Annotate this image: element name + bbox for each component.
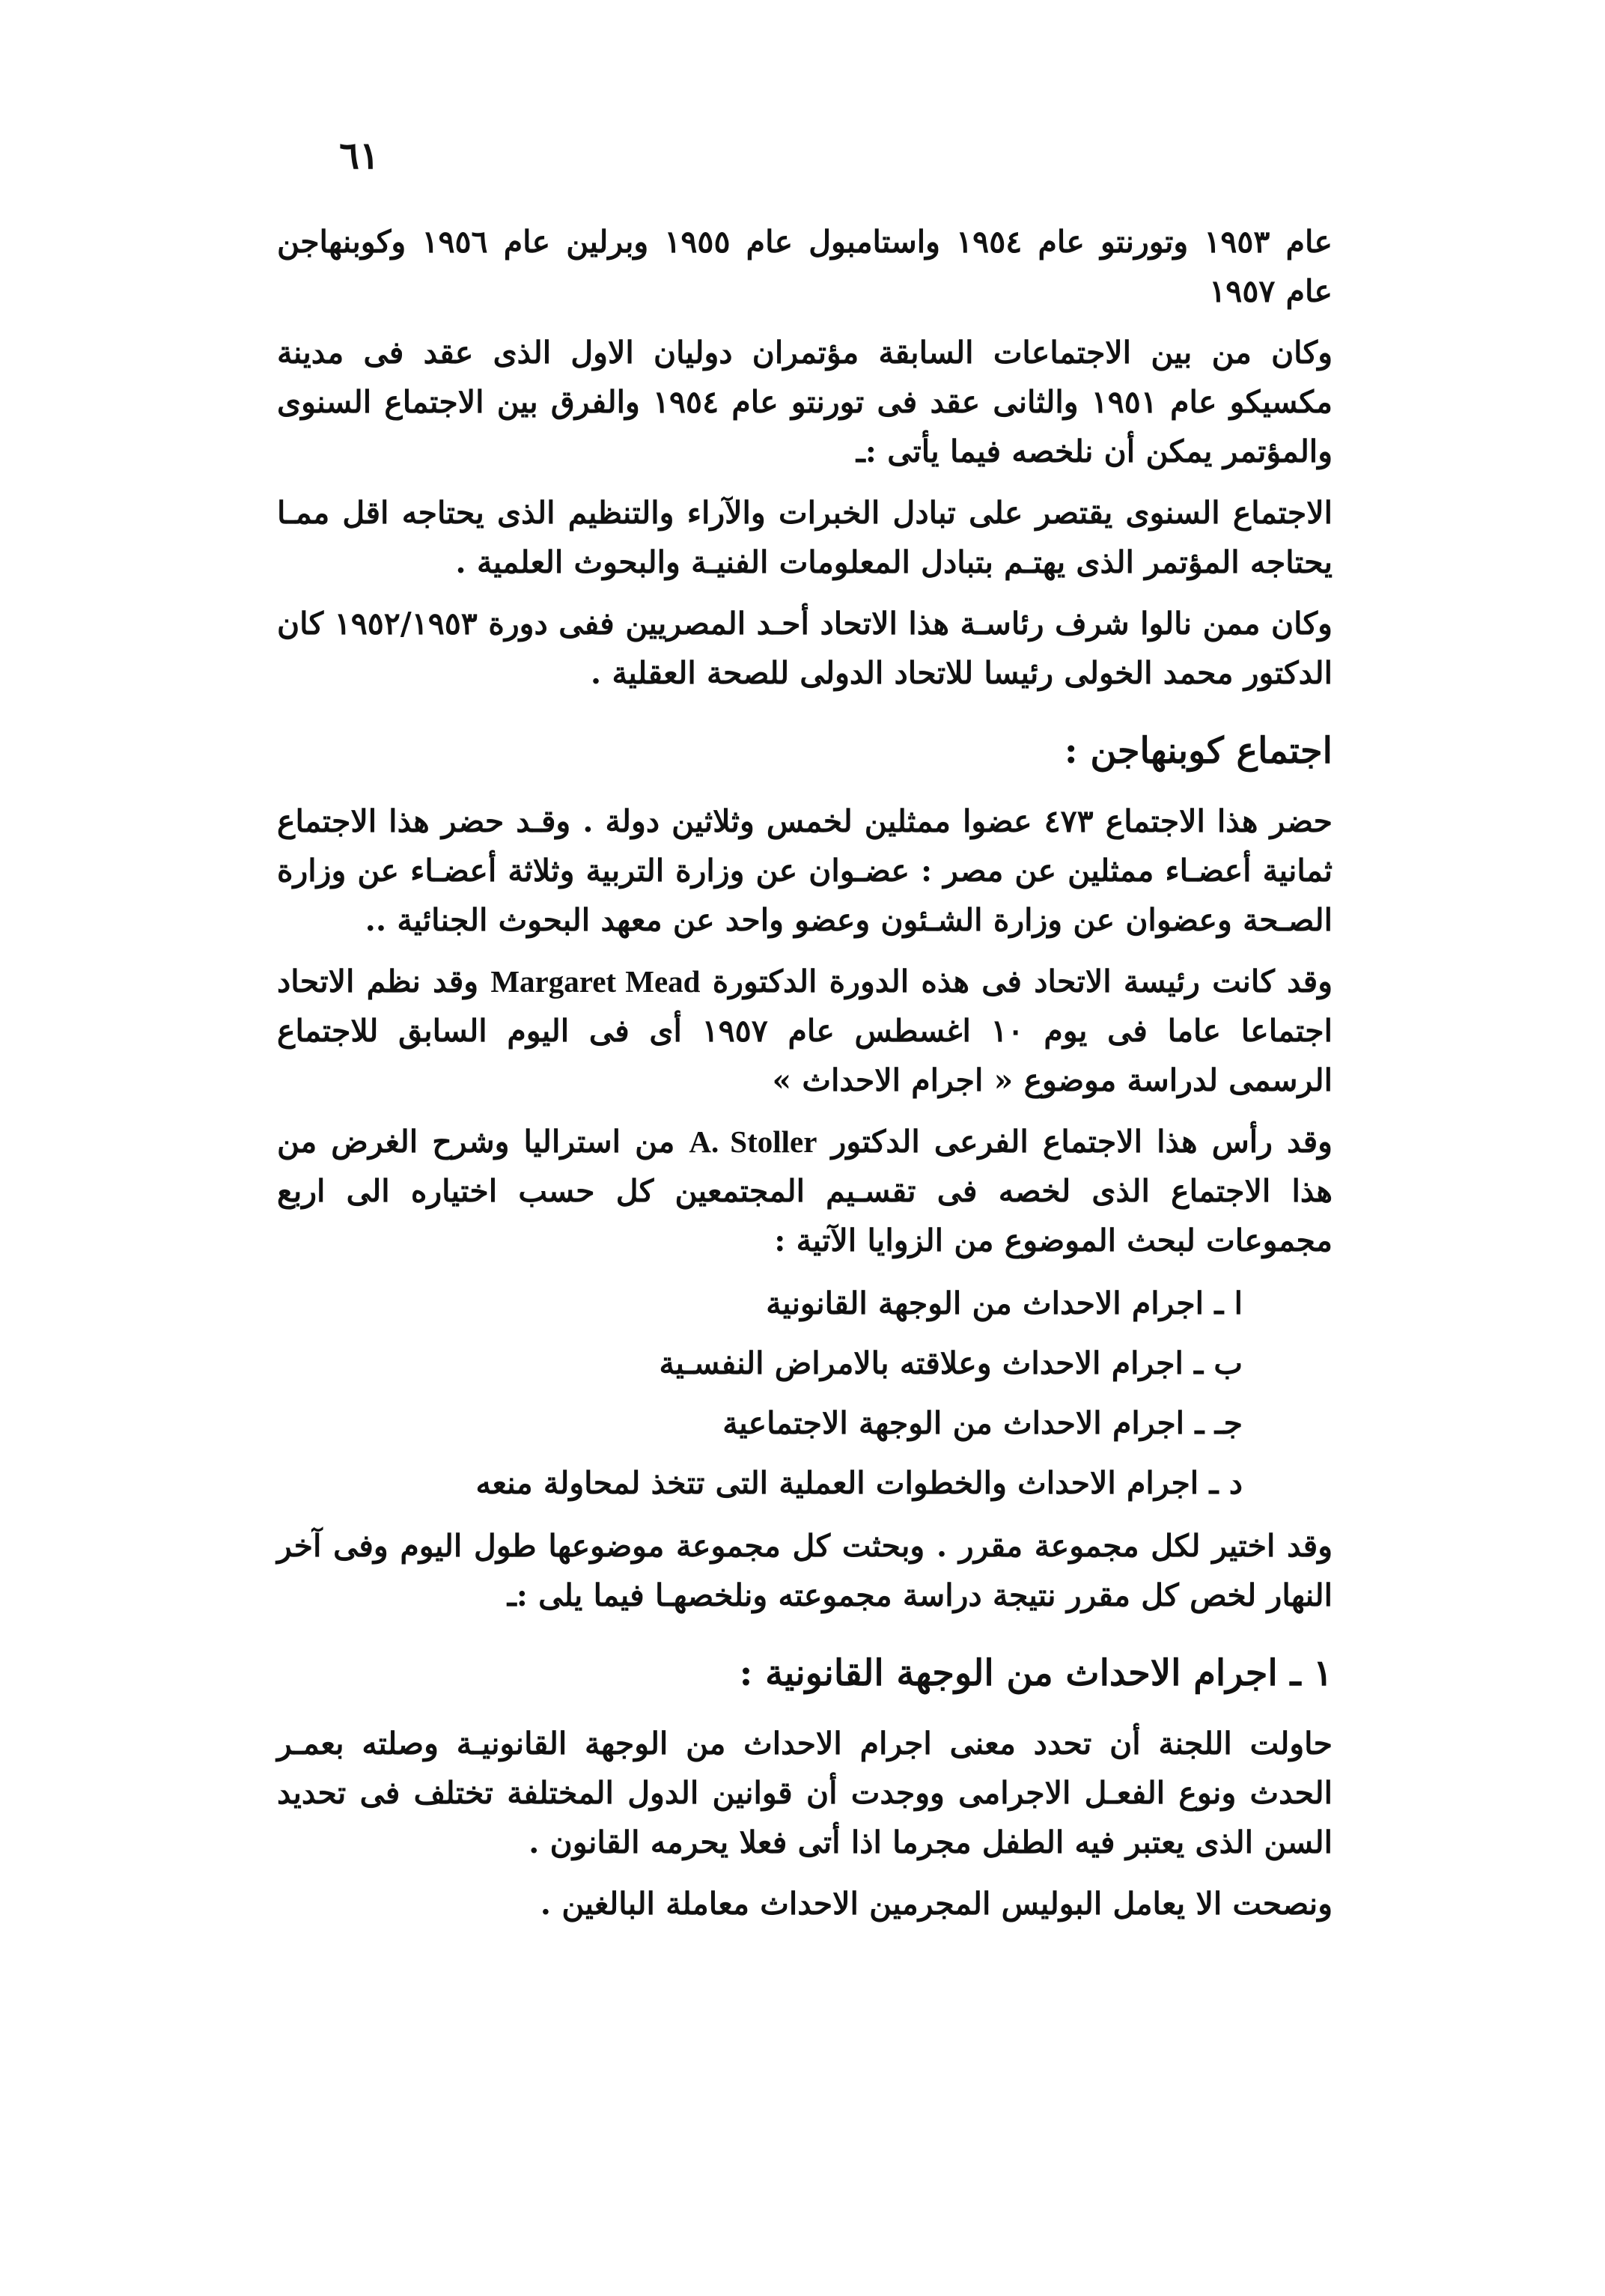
page-number: ٦١: [339, 133, 380, 177]
list-item: د ـ اجرام الاحداث والخطوات العملية التى تتخذ لمحاولة منعه: [475, 1465, 1243, 1501]
heading-legal-aspect: ١ ـ اجرام الاحداث من الوجهة القانونية :: [739, 1652, 1333, 1694]
paragraph-attendance: حضر هذا الاجتماع ٤٧٣ عضوا ممثلين لخمس وثلاثين دولة . وقـد حضر هذا الاجتماع ثمانية أعضـاء ممثلين عن مصر : عضـوان عن وزارة التربية وثلاثة أعضـاء عن وزارة الصـحة وعضوان عن وزارة الشـئون وعضو واحد عن معهد البحوث الجنائية ..: [277, 803, 1333, 938]
groups-list: [277, 1277, 1333, 1509]
paragraph-annual-meeting: الاجتماع السنوى يقتصر على تبادل الخبرات والآراء والتنظيم الذى يحتاجه اقل ممـا يحتاجه المؤتمر الذى يهتـم بتبادل المعلومات الفنيـة والبحوث العلمية .: [277, 495, 1333, 580]
paragraph-past-conferences: وكان من بين الاجتماعات السابقة مؤتمران دوليان الاول الذى عقد فى مدينة مكسيكو عام ١٩٥١ والثانى عقد فى تورنتو عام ١٩٥٤ والفرق بين الاجتماع السنوى والمؤتمر يمكن أن نلخصه فيما يأتى :ـ: [277, 335, 1333, 469]
paragraph-egyptian-president: وكان ممن نالوا شرف رئاسـة هذا الاتحاد أحـد المصريين ففى دورة ١٩٥٢/١٩٥٣ كان الدكتور محمد الخولى رئيسا للاتحاد الدولى للصحة العقلية .: [277, 606, 1333, 691]
president-text-before: وقد كانت رئيسة الاتحاد فى هذه الدورة الدكتورة: [712, 963, 1333, 999]
text-body: [277, 217, 1333, 1940]
stoller-text-after: من استراليا وشرح الغرض من هذا الاجتماع الذى لخصه فى تقسـيم المجتمعين كل حسب اختياره الى اربع مجموعات لبحث الموضوع من الزوايا الآتية :: [277, 1124, 1333, 1258]
stoller-text-before: وقد رأس هذا الاجتماع الفرعى الدكتور: [831, 1124, 1333, 1160]
stoller-name: A. Stoller: [689, 1124, 817, 1159]
paragraph-police-recommendation: ونصحت الا يعامل البوليس المجرمين الاحداث معاملة البالغين .: [540, 1886, 1333, 1922]
president-text-after: وقد نظم الاتحاد اجتماعا عاما فى يوم ١٠ اغسطس عام ١٩٥٧ أى فى اليوم السابق للاجتماع الرسمى لدراسة موضوع « اجرام الاحداث »: [277, 963, 1333, 1098]
paragraph-committee-definition: حاولت اللجنة أن تحدد معنى اجرام الاحداث من الوجهة القانونيـة وصلته بعمـر الحدث ونوع الفعـل الاجرامى ووجدت أن قوانين الدول المختلفة تختلف فى تحديد السن الذى يعتبر فيه الطفل مجرما اذا أتى فعلا يحرمه القانون .: [277, 1726, 1333, 1860]
paragraph-rapporteurs: وقد اختير لكل مجموعة مقرر . وبحثت كل مجموعة موضوعها طول اليوم وفى آخر النهار لخص كل مقرر نتيجة دراسة مجموعته ونلخصهـا فيما يلى :ـ: [277, 1528, 1333, 1613]
list-item: ا ـ اجرام الاحداث من الوجهة القانونية: [766, 1285, 1243, 1321]
president-name: Margaret Mead: [490, 964, 701, 999]
list-item: جـ ـ اجرام الاحداث من الوجهة الاجتماعية: [722, 1405, 1243, 1441]
list-item: ب ـ اجرام الاحداث وعلاقته بالامراض النفسـية: [659, 1345, 1243, 1381]
heading-copenhagen-meeting: اجتماع كوبنهاجن :: [1064, 730, 1333, 772]
paragraph-stoller: [277, 1117, 1333, 1265]
paragraph-president-mead: [277, 957, 1333, 1105]
paragraph-conference-years: عام ١٩٥٣ وتورنتو عام ١٩٥٤ واستامبول عام ١٩٥٥ وبرلين عام ١٩٥٦ وكوبنهاجن عام ١٩٥٧: [277, 224, 1333, 309]
